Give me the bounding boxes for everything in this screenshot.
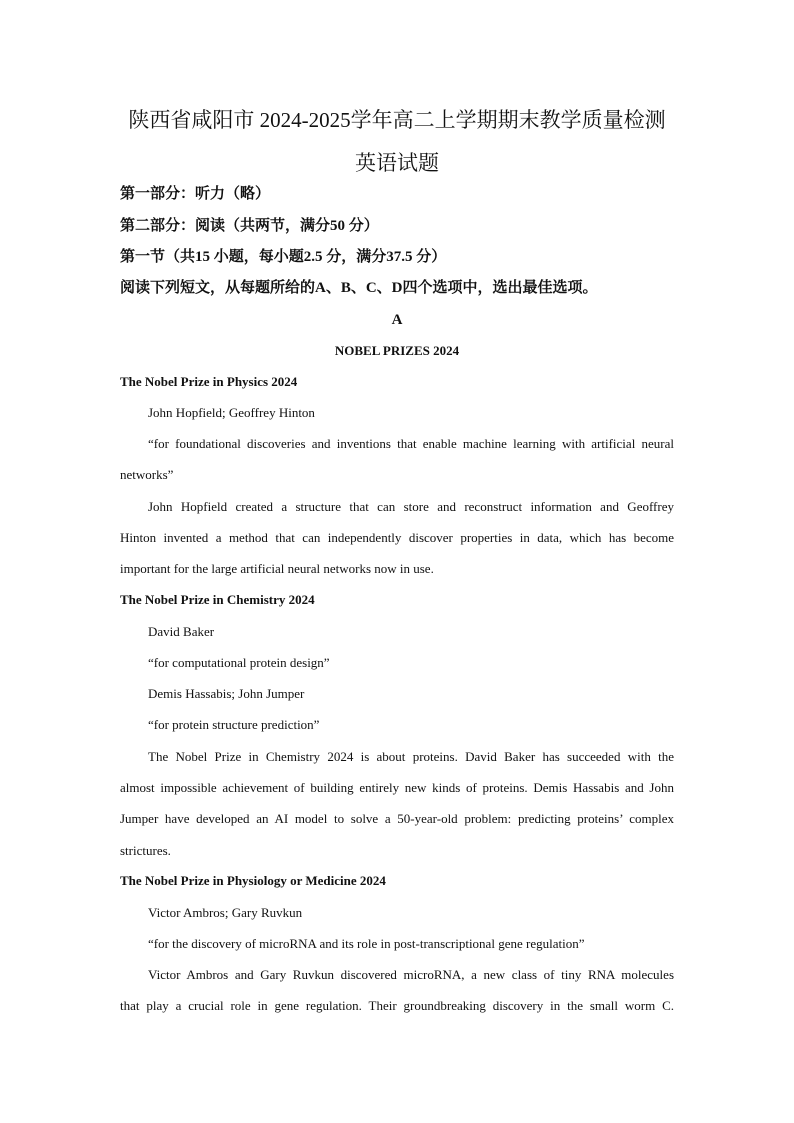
section1-heading: 第一节（共15 小题，每小题2.5 分，满分37.5 分） bbox=[120, 249, 447, 265]
passage-label: A bbox=[391, 312, 403, 328]
part2-heading: 第二部分：阅读（共两节，满分50 分） bbox=[120, 218, 379, 234]
chemistry-citation2: “for protein structure prediction” bbox=[148, 717, 320, 732]
medicine-heading: The Nobel Prize in Physiology or Medicine 2024 bbox=[120, 873, 386, 888]
instruction-text: 阅读下列短文，从每题所给的A、B、C、D四个选项中，选出最佳选项。 bbox=[120, 280, 598, 296]
physics-heading: The Nobel Prize in Physics 2024 bbox=[120, 374, 298, 389]
physics-body-line2: Hinton invented a method that can independently discover properties in data, which has become bbox=[120, 530, 674, 545]
chemistry-laureate2: Demis Hassabis; John Jumper bbox=[148, 686, 305, 701]
physics-body-line3: important for the large artificial neural networks now in use. bbox=[120, 561, 434, 576]
medicine-laureates: Victor Ambros; Gary Ruvkun bbox=[148, 905, 303, 920]
chemistry-heading: The Nobel Prize in Chemistry 2024 bbox=[120, 592, 315, 607]
part1-heading: 第一部分：听力（略） bbox=[120, 186, 271, 202]
chemistry-laureate1: David Baker bbox=[148, 624, 215, 639]
chemistry-body-line1: The Nobel Prize in Chemistry 2024 is about proteins. David Baker has succeeded with the bbox=[148, 749, 674, 764]
document-title: 陕西省咸阳市 2024-2025学年高二上学期期末教学质量检测 bbox=[128, 108, 666, 132]
chemistry-body-line3: Jumper have developed an AI model to solve a 50-year-old problem: predicting proteins’ complex bbox=[120, 811, 674, 826]
physics-laureates: John Hopfield; Geoffrey Hinton bbox=[148, 405, 315, 420]
physics-citation-line2: networks” bbox=[120, 467, 174, 482]
medicine-body-line1: Victor Ambros and Gary Ruvkun discovered microRNA, a new class of tiny RNA molecules bbox=[148, 967, 674, 982]
physics-body-line1: John Hopfield created a structure that can store and reconstruct information and Geoffrey bbox=[148, 499, 674, 514]
chemistry-body-line2: almost impossible achievement of building entirely new kinds of proteins. Demis Hassabis and John bbox=[120, 780, 674, 795]
chemistry-body-line4: strictures. bbox=[120, 843, 171, 858]
physics-citation-line1: “for foundational discoveries and inventions that enable machine learning with artificial neural bbox=[148, 436, 674, 451]
chemistry-citation1: “for computational protein design” bbox=[148, 655, 330, 670]
passage-heading: NOBEL PRIZES 2024 bbox=[334, 343, 460, 358]
document-subtitle: 英语试题 bbox=[355, 151, 439, 175]
medicine-body-line2: that play a crucial role in gene regulation. Their groundbreaking discovery in the small worm C. bbox=[120, 998, 674, 1013]
medicine-citation: “for the discovery of microRNA and its role in post-transcriptional gene regulation” bbox=[148, 936, 585, 951]
